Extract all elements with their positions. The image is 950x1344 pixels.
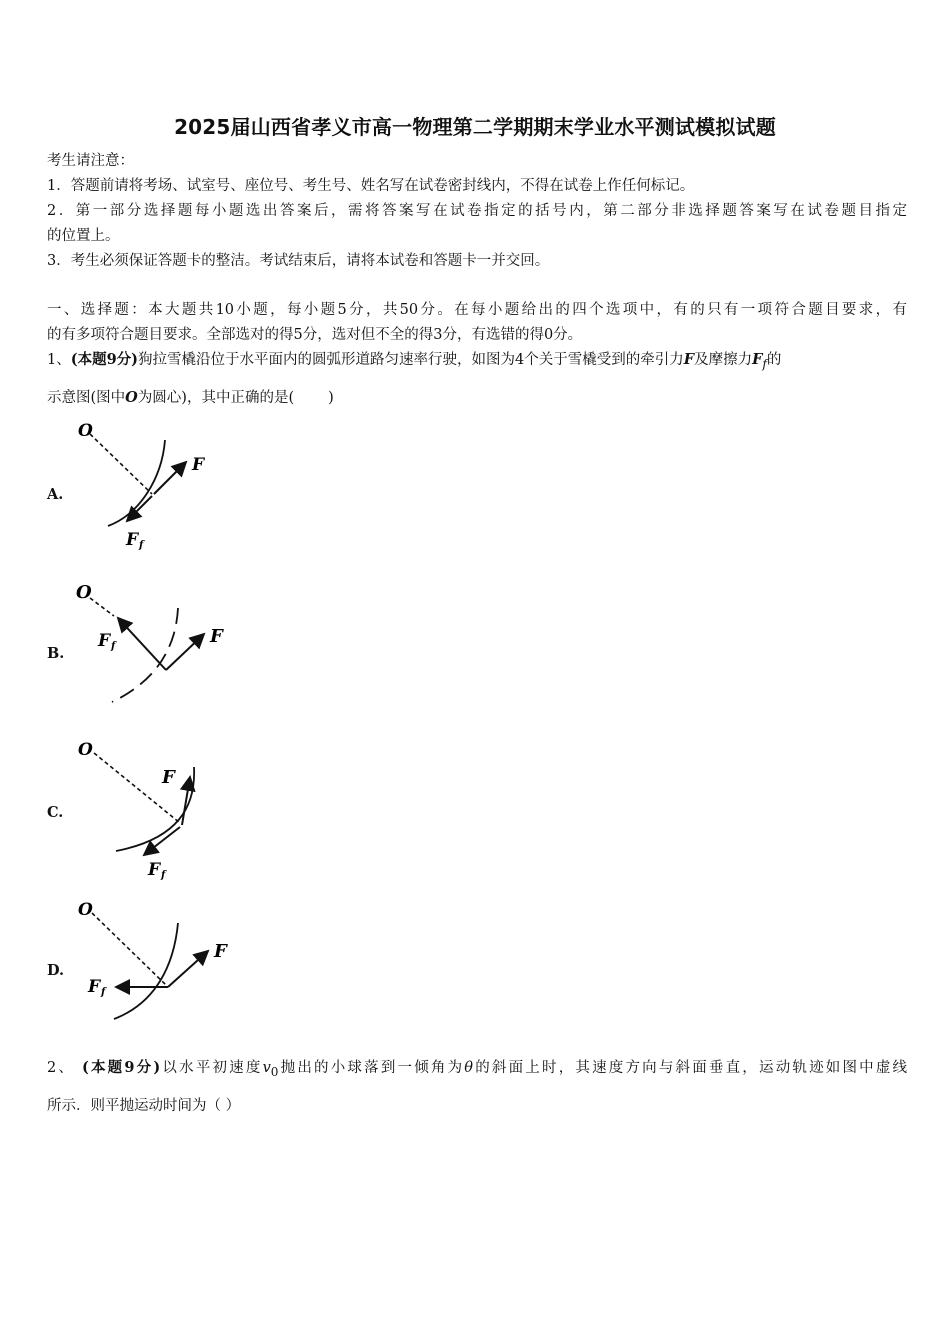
center-o-label: O [78,900,93,920]
radius-line [92,913,166,985]
center-o-label: O [78,421,93,441]
notice-item-3: 3．考生必须保证答题卡的整洁。考试结束后，请将本试卷和答题卡一并交回。 [47,253,550,269]
option-c-label[interactable]: C. [47,804,64,821]
friction-force-label: F [88,977,101,997]
option-a-diagram[interactable] [70,418,240,558]
center-o-label: O [76,582,92,603]
svg-text:f: f [111,641,116,652]
section-1-intro-cont: 的有多项符合题目要求。全部选对的得5分，选对但不全的得3分，有选错的得0分。 [47,327,583,343]
question-2-line-1: 2、 (本题9分)以水平初速度$v_0$抛出的小球落到一倾角为θ的斜面上时，其速度方向与斜面垂直，运动轨迹如图中虚线 [47,1059,908,1079]
traction-force-arrow [154,462,186,494]
page-title: 2025届山西省孝义市高一物理第二学期期末学业水平测试模拟试题 [174,115,776,139]
svg-text:f: f [139,540,144,551]
svg-text:f: f [101,987,106,998]
friction-force-arrow [118,618,166,670]
option-c-diagram[interactable] [70,737,240,882]
arc-path [114,923,178,1019]
center-o-label: O [78,740,93,760]
option-b-label[interactable]: B. [47,645,65,662]
radius-line [90,434,152,494]
friction-force-arrow [127,496,152,521]
radius-line [90,598,114,616]
option-d-label[interactable]: D. [47,962,65,979]
traction-force-label: F [192,455,205,475]
question-score: (本题9分) [70,351,139,368]
section-1-intro: 一、选择题：本大题共10小题，每小题5分，共50分。在每小题给出的四个选项中，有的只有一项符合题目要求，有 [47,302,907,318]
question-2-line-2: 所示．则平抛运动时间为（ ） [47,1098,241,1114]
friction-force-label: F [148,860,161,880]
notice-header: 考生请注意： [47,153,134,169]
friction-force-label: F [126,530,139,550]
notice-item-2: 2．第一部分选择题每小题选出答案后，需将答案写在试卷指定的括号内，第二部分非选择题答案写在试卷题目指定 [47,203,907,219]
friction-force-label: F [98,631,111,651]
question-1-line-2: 示意图(图中O为圆心)，其中正确的是( ) [47,389,334,406]
question-1-line-1: 1、(本题9分)狗拉雪橇沿位于水平面内的圆弧形道路匀速率行驶，如图为4个关于雪橇受到的牵引力F及摩擦力$F_f$的 [47,351,782,371]
notice-item-2-cont: 的位置上。 [47,228,120,244]
arc-path [108,440,165,526]
question-score: (本题9分) [81,1059,161,1076]
radius-line [94,753,180,823]
traction-force-label: F [162,767,175,788]
traction-force-label: F [214,941,227,962]
option-b-diagram[interactable] [70,578,240,713]
option-d-diagram[interactable] [70,895,240,1025]
svg-text:f: f [161,870,166,881]
option-a-label[interactable]: A. [47,486,64,503]
notice-item-1: 1．答题前请将考场、试室号、座位号、考生号、姓名写在试卷密封线内，不得在试卷上作任何标记。 [47,178,695,194]
traction-force-label: F [210,626,223,647]
traction-force-arrow [168,951,208,987]
question-number: 1、 [47,352,71,368]
question-number: 2、 [47,1060,76,1076]
